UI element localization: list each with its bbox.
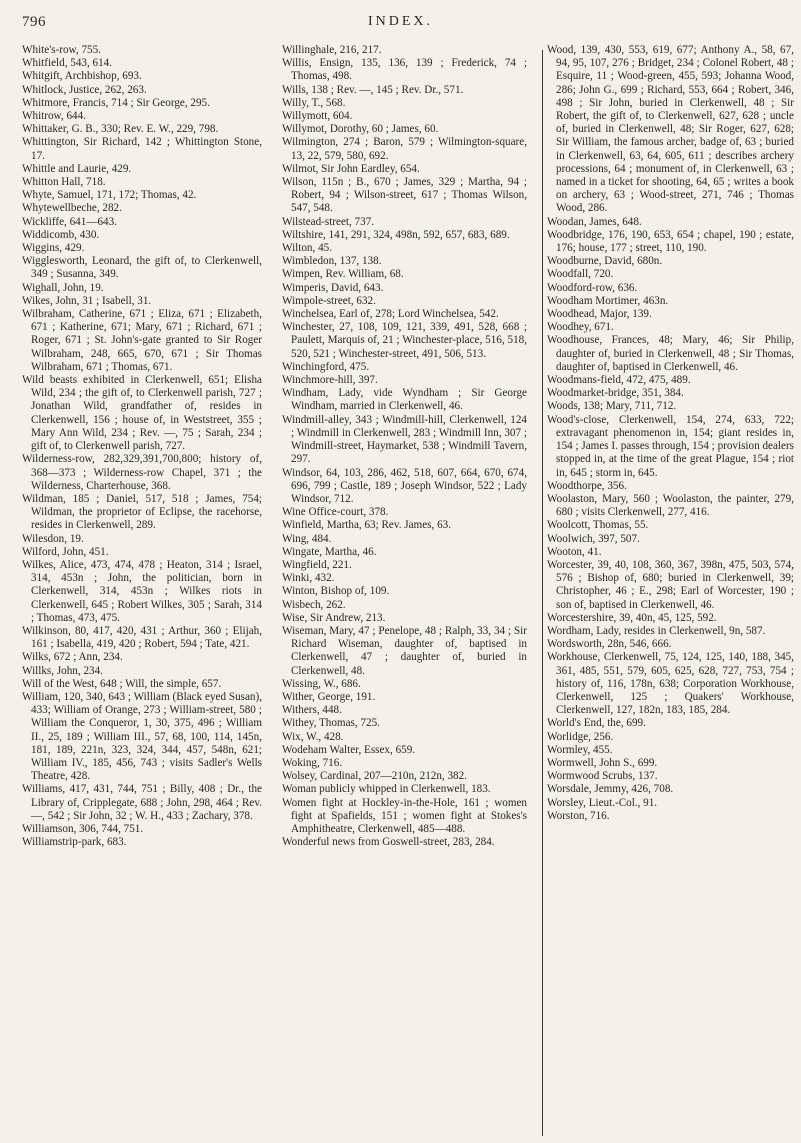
- index-entry: Whyte, Samuel, 171, 172; Thomas, 42.: [22, 189, 197, 202]
- index-entry: Williamstrip-park, 683.: [22, 836, 127, 849]
- index-entry: Worcestershire, 39, 40n, 45, 125, 592.: [547, 611, 717, 624]
- index-entry: Wormwell, John S., 699.: [547, 756, 658, 769]
- index-entry: Wilford, John, 451.: [22, 545, 109, 558]
- index-entry: Withers, 448.: [282, 704, 342, 717]
- index-entry: Wodeham Walter, Essex, 659.: [282, 743, 416, 756]
- index-entry: Wild beasts exhibited in Clerkenwell, 651; Elisha Wild, 234 ; the gift of, to Clerkenwell parish, 727 ; Jonathan Wild, grandfather of, resides in Clerkenwell, 156 ; house of, in Weststreet, 355 ; Mary Ann Wild, 234 ; Rev. —, 75 ; Sarah, 234 ; gift of, to Clerkenwell parish, 727.: [22, 374, 262, 453]
- index-entry: Wordsworth, 28n, 546, 666.: [547, 638, 672, 651]
- index-entry: Wilkinson, 80, 417, 420, 431 ; Arthur, 360 ; Elijah, 161 ; Isabella, 419, 420 ; Robert, 594 ; Tate, 421.: [22, 624, 262, 651]
- index-entry: Whitfield, 543, 614.: [22, 57, 113, 70]
- index-entry: Wingate, Martha, 46.: [282, 545, 377, 558]
- index-entry: Winchester, 27, 108, 109, 121, 339, 491, 528, 668 ; Paulett, Marquis of, 21 ; Winchester-place, 516, 518, 520, 521 ; Winchester-street, 491, 506, 513.: [282, 321, 527, 360]
- index-entry: Whitgift, Archbishop, 693.: [22, 70, 142, 83]
- index-entry: Wilmington, 274 ; Baron, 579 ; Wilmington-square, 13, 22, 579, 580, 692.: [282, 136, 527, 162]
- index-entry: Woodburne, David, 680n.: [547, 255, 663, 268]
- index-entry: Woodbridge, 176, 190, 653, 654 ; chapel, 190 ; estate, 176; house, 177 ; street, 110, 190.: [547, 228, 794, 255]
- index-entry: Will of the West, 648 ; Will, the simple, 657.: [22, 677, 222, 690]
- index-entry: Wimbledon, 137, 138.: [282, 255, 382, 268]
- index-entry: Whitrow, 644.: [22, 110, 86, 123]
- index-entry: Withey, Thomas, 725.: [282, 717, 380, 730]
- index-entry: Windmill-alley, 343 ; Windmill-hill, Clerkenwell, 124 ; Windmill in Clerkenwell, 283 ; Windmill Inn, 307 ; Windmill-street, Haymarket, 538 ; Windmill Tavern, 297.: [282, 413, 527, 466]
- index-entry: Wilesdon, 19.: [22, 532, 84, 545]
- column-divider: [542, 50, 543, 1136]
- index-entry: Wise, Sir Andrew, 213.: [282, 611, 386, 624]
- index-entry: Whytewellbeche, 282.: [22, 202, 122, 215]
- index-entry: William, 120, 340, 643 ; William (Black eyed Susan), 433; William of Orange, 273 ; William-street, 580 ; William the Conqueror, 1, 30, 375, 496 ; William II., 25, 189 ; William III., 57, 68, 100, 114, 145n, 181, 189, 221n, 323, 324, 344, 457, 548n, 621; William IV., 185, 456, 743 ; visits Sadler's Wells Theatre, 428.: [22, 690, 262, 783]
- index-entry: Wighall, John, 19.: [22, 281, 104, 294]
- index-entry: Wilbraham, Catherine, 671 ; Eliza, 671 ; Elizabeth, 671 ; Katherine, 671; Mary, 671 ; Richard, 671 ; Roger, 671 ; St. John's-gate granted to Sir Roger Wilbraham, 248, 665, 670, 671 ; Sir Thomas Wilbraham, 671 ; Thomas, 671.: [22, 308, 262, 373]
- index-column-2: [282, 44, 527, 1136]
- index-entry: Wolsey, Cardinal, 207—210n, 212n, 382.: [282, 770, 467, 783]
- index-entry: Wisbech, 262.: [282, 598, 346, 611]
- index-entry: Whitton Hall, 718.: [22, 176, 106, 189]
- index-column-3: [547, 44, 794, 1136]
- index-entry: Worsdale, Jemmy, 426, 708.: [547, 783, 674, 796]
- index-entry: Wine Office-court, 378.: [282, 506, 389, 519]
- index-entry: Wickliffe, 641—643.: [22, 215, 117, 228]
- index-entry: Wormwood Scrubs, 137.: [547, 770, 658, 783]
- index-entry: Whittle and Laurie, 429.: [22, 162, 132, 175]
- index-entry: Woodan, James, 648.: [547, 215, 642, 228]
- index-entry: Wimperis, David, 643.: [282, 281, 384, 294]
- index-entry: Wingfield, 221.: [282, 558, 352, 571]
- index-entry: Wills, 138 ; Rev. —, 145 ; Rev. Dr., 571.: [282, 83, 464, 96]
- index-entry: Whitmore, Francis, 714 ; Sir George, 295.: [22, 96, 210, 109]
- index-entry: Wilks, 672 ; Ann, 234.: [22, 651, 123, 664]
- index-entry: Wilkes, Alice, 473, 474, 478 ; Heaton, 314 ; Israel, 314, 453n ; John, the politician, born in Clerkenwell, 314, 453n ; Wilkes riots in Clerkenwell, 645 ; Robert Wilkes, 305 ; Sarah, 314 ; Thomas, 473, 475.: [22, 558, 262, 624]
- index-entry: Willy, T., 568.: [282, 96, 346, 109]
- index-entry: Workhouse, Clerkenwell, 75, 124, 125, 140, 188, 345, 361, 485, 551, 579, 605, 625, 628, 727, 753, 754 ; history of, 116, 178n, 638; Corporation Workhouse, Clerkenwell, 125 ; Quakers' Workhouse, Clerkenwell, 127, 182n, 183, 185, 284.: [547, 651, 794, 717]
- index-entry: Winchelsea, Earl of, 278; Lord Winchelsea, 542.: [282, 308, 499, 321]
- index-entry: White's-row, 755.: [22, 44, 101, 56]
- index-entry: Wonderful news from Goswell-street, 283, 284.: [282, 836, 495, 849]
- index-entry: Wilson, 115n ; B., 670 ; James, 329 ; Martha, 94 ; Robert, 94 ; Wilson-street, 617 ; Thomas Wilson, 547, 548.: [282, 176, 527, 215]
- index-entry: Willinghale, 216, 217.: [282, 44, 382, 56]
- index-entry: Women fight at Hockley-in-the-Hole, 161 ; women fight at Spafields, 151 ; women fight at Stokes's Amphitheatre, Clerkenwell, 485—488.: [282, 796, 527, 835]
- index-entry: Worcester, 39, 40, 108, 360, 367, 398n, 475, 503, 574, 576 ; Bishop of, 680; buried in Clerkenwell, 39; Christopher, 46 ; E., 298; Earl of Worcester, 190 ; son of, baptised in Clerkenwell, 46.: [547, 558, 794, 611]
- index-entry: Willks, John, 234.: [22, 664, 103, 677]
- index-entry: Whittington, Sir Richard, 142 ; Whittington Stone, 17.: [22, 136, 262, 162]
- index-entry: Williams, 417, 431, 744, 751 ; Billy, 408 ; Dr., the Library of, Cripplegate, 688 ; John, 298, 464 ; Rev. —, 542 ; Sir John, 32 ; W. H., 433 ; Zachary, 378.: [22, 783, 262, 822]
- index-entry: Woodhey, 671.: [547, 321, 614, 334]
- index-entry: Wimpen, Rev. William, 68.: [282, 268, 404, 281]
- running-title: INDEX.: [367, 14, 434, 29]
- index-entry: Wiltshire, 141, 291, 324, 498n, 592, 657, 683, 689.: [282, 228, 510, 241]
- index-entry: Winki, 432.: [282, 572, 335, 585]
- index-entry: Woodmans-field, 472, 475, 489.: [547, 374, 691, 387]
- index-entry: Woods, 138; Mary, 711, 712.: [547, 400, 677, 413]
- index-entry: Willymott, 604.: [282, 110, 353, 123]
- index-entry: Wilton, 45.: [282, 242, 332, 255]
- index-entry: Wissing, W., 686.: [282, 677, 361, 690]
- index-entry: Willis, Ensign, 135, 136, 139 ; Frederick, 74 ; Thomas, 498.: [282, 57, 527, 83]
- index-entry: Winton, Bishop of, 109.: [282, 585, 390, 598]
- index-entry: Worlidge, 256.: [547, 730, 614, 743]
- index-entry: Wood's-close, Clerkenwell, 154, 274, 633, 722; extravagant phenomenon in, 154; giant resides in, 154 ; James I. passes through, 154 ; provision dealers stopped in, at the time of the great Plague, 154 ; riot in, 645 ; storm in, 645.: [547, 413, 794, 479]
- index-entry: Woodhead, Major, 139.: [547, 308, 652, 321]
- index-entry: Wix, W., 428.: [282, 730, 344, 743]
- index-entry: Wither, George, 191.: [282, 690, 376, 703]
- index-entry: Wilmot, Sir John Eardley, 654.: [282, 162, 420, 175]
- index-entry: Woman publicly whipped in Clerkenwell, 183.: [282, 783, 491, 796]
- index-entry: Wordham, Lady, resides in Clerkenwell, 9n, 587.: [547, 624, 766, 637]
- index-entry: Wilderness-row, 282,329,391,700,800; history of, 368—373 ; Wilderness-row Chapel, 371 ; the Wilderness, Charterhouse, 368.: [22, 453, 262, 492]
- index-entry: Widdicomb, 430.: [22, 228, 100, 241]
- index-column-1: [22, 44, 262, 1136]
- index-entry: Wooton, 41.: [547, 545, 602, 558]
- index-entry: Woodthorpe, 356.: [547, 479, 627, 492]
- index-entry: Wing, 484.: [282, 532, 332, 545]
- index-entry: Windsor, 64, 103, 286, 462, 518, 607, 664, 670, 674, 696, 799 ; Castle, 189 ; Joseph Windsor, 522 ; Lady Windsor, 712.: [282, 466, 527, 505]
- index-entry: Winchingford, 475.: [282, 360, 370, 373]
- index-columns: [22, 44, 794, 1136]
- index-entry: Whittaker, G. B., 330; Rev. E. W., 229, 798.: [22, 123, 219, 136]
- index-entry: Wigglesworth, Leonard, the gift of, to Clerkenwell, 349 ; Susanna, 349.: [22, 255, 262, 281]
- index-entry: Wiggins, 429.: [22, 242, 85, 255]
- index-entry: Willymot, Dorothy, 60 ; James, 60.: [282, 123, 439, 136]
- index-entry: Woolcott, Thomas, 55.: [547, 519, 649, 532]
- index-entry: Woolwich, 397, 507.: [547, 532, 640, 545]
- index-entry: Wikes, John, 31 ; Isabell, 31.: [22, 294, 152, 307]
- index-entry: Wiseman, Mary, 47 ; Penelope, 48 ; Ralph, 33, 34 ; Sir Richard Wiseman, daughter of, baptised in Clerkenwell, 47 ; daughter of, buried in Clerkenwell, 48.: [282, 624, 527, 677]
- index-entry: Windham, Lady, vide Wyndham ; Sir George Windham, married in Clerkenwell, 46.: [282, 387, 527, 413]
- index-entry: Worsley, Lieut.-Col., 91.: [547, 796, 658, 809]
- page-number: 796: [22, 14, 46, 30]
- index-entry: Woking, 716.: [282, 756, 343, 769]
- index-entry: Winchmore-hill, 397.: [282, 374, 378, 387]
- index-entry: Woodfall, 720.: [547, 268, 614, 281]
- index-entry: Woodham Mortimer, 463n.: [547, 294, 669, 307]
- index-entry: Wimpole-street, 632.: [282, 294, 376, 307]
- index-entry: Wildman, 185 ; Daniel, 517, 518 ; James, 754; Wildman, the proprietor of Eclipse, the racehorse, resides in Clerkenwell, 289.: [22, 492, 262, 532]
- index-entry: Wilstead-street, 737.: [282, 215, 375, 228]
- index-entry: Wormley, 455.: [547, 743, 613, 756]
- index-entry: Woodmarket-bridge, 351, 384.: [547, 387, 684, 400]
- index-entry: Woolaston, Mary, 560 ; Woolaston, the painter, 279, 680 ; visits Clerkenwell, 277, 416.: [547, 492, 794, 519]
- index-entry: World's End, the, 699.: [547, 717, 646, 730]
- index-entry: Winfield, Martha, 63; Rev. James, 63.: [282, 519, 451, 532]
- page-header: [0, 14, 801, 34]
- index-entry: Woodhouse, Frances, 48; Mary, 46; Sir Philip, daughter of, buried in Clerkenwell, 48 ; Sir Thomas, daughter of, baptised in Clerkenwell, 46.: [547, 334, 794, 373]
- index-entry: Worston, 716.: [547, 809, 610, 822]
- index-entry: Whitlock, Justice, 262, 263.: [22, 83, 147, 96]
- index-entry: Williamson, 306, 744, 751.: [22, 822, 144, 835]
- index-entry: Woodford-row, 636.: [547, 281, 638, 294]
- index-entry: Wood, 139, 430, 553, 619, 677; Anthony A., 58, 67, 94, 95, 107, 276 ; Bridget, 234 ; Colonel Robert, 48 ; Esquire, 11 ; Wood-green, 455, 593; Johanna Wood, 286; John G., 699 ; Richard, 553, 664 ; Robert, 346, 498 ; Sir John, buried in Clerkenwell, 48 ; Sir Robert, the gift of, to Clerkenwell, 627, 628 ; uncle of, buried in Clerkenwell, 48; Sir Roger, 627, 628; Sir William, the famous archer, badge of, 63 ; buried in Clerkenwell, 63, 64, 605, 611 ; describes archery processions, 64 ; monument of, in Clerkenwell, 63 ; named in a ticket for shooting, 64, 65 ; writes a book on archery, 63 ; Wood-street, 271, 746 ; Thomas Wood, 286.: [547, 44, 794, 215]
